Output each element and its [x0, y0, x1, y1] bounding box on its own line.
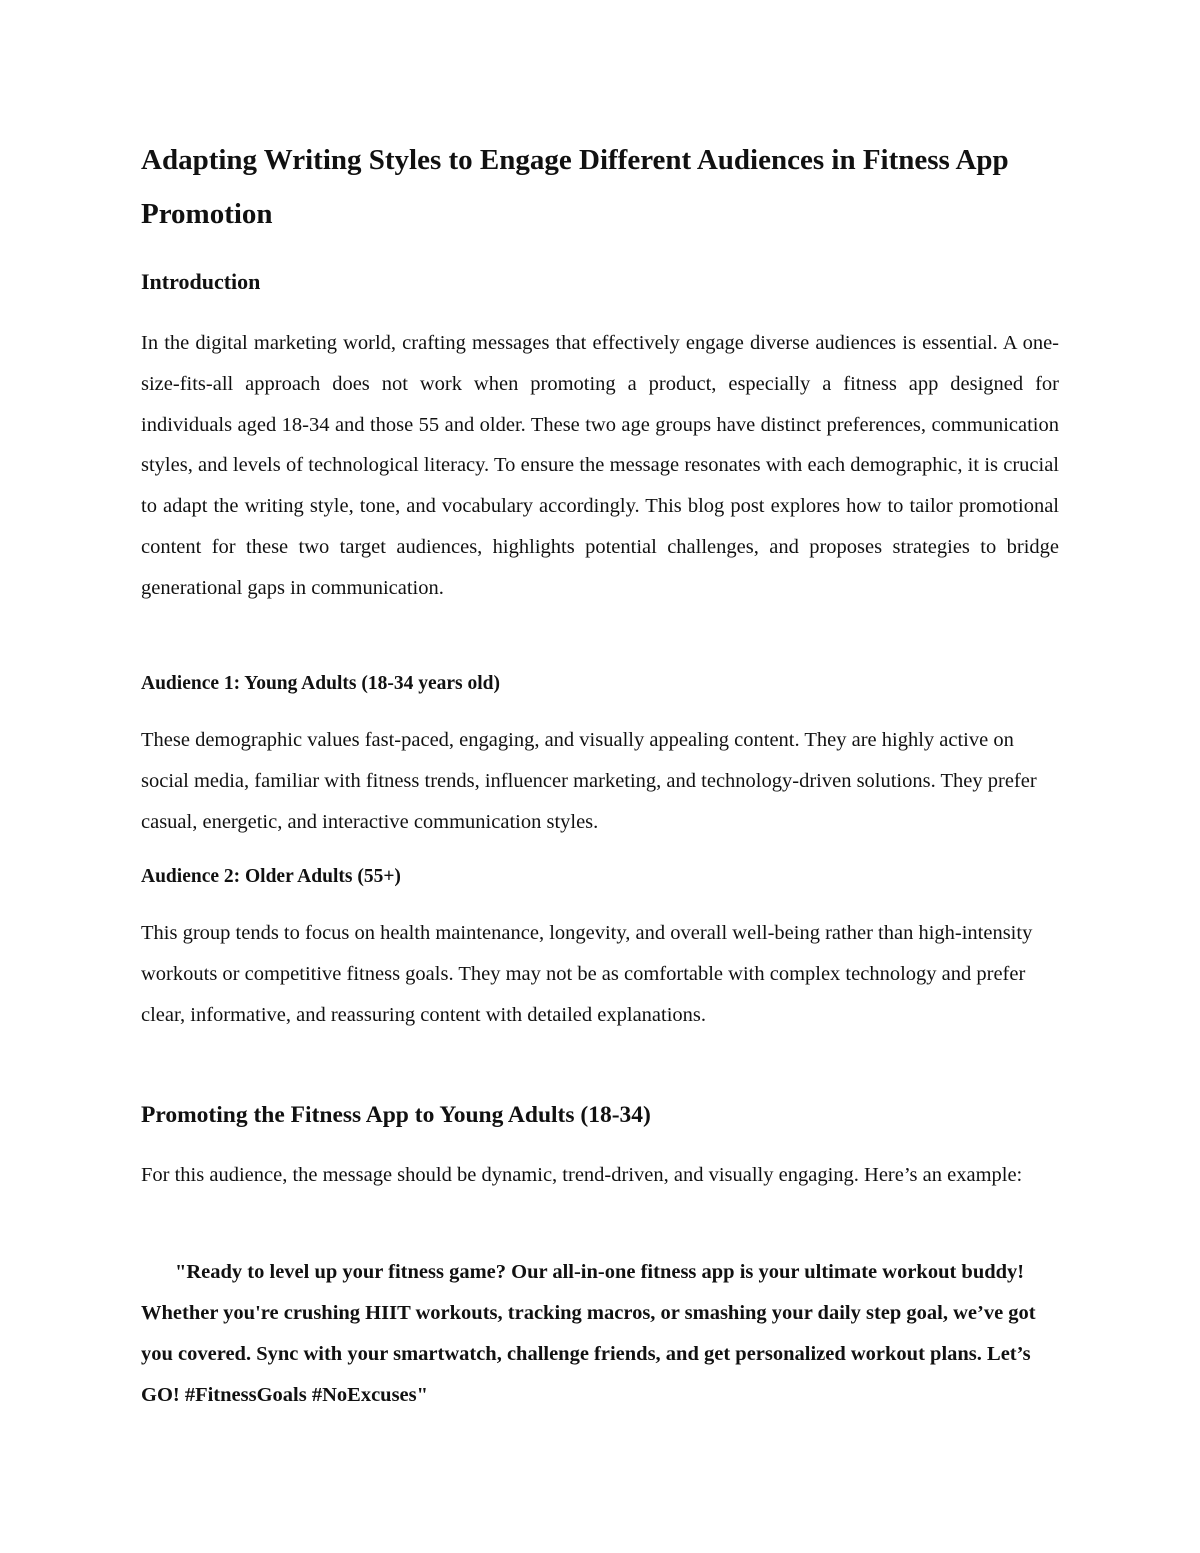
young-adults-section-heading: Promoting the Fitness App to Young Adults (18-34) [141, 1102, 651, 1128]
document-title: Adapting Writing Styles to Engage Different Audiences in Fitness App Promotion [141, 144, 1009, 230]
audience-1-heading: Audience 1: Young Adults (18-34 years old) [141, 673, 500, 694]
audience-2-heading: Audience 2: Older Adults (55+) [141, 866, 401, 887]
young-adults-section-paragraph: For this audience, the message should be dynamic, trend-driven, and visually engaging. Here’s an example: [141, 1164, 1023, 1186]
introduction-heading: Introduction [141, 269, 261, 294]
audience-1-paragraph: These demographic values fast-paced, engaging, and visually appealing content. They are highly active on social media, familiar with fitness trends, influencer marketing, and technology-driven solutions. They prefer casual, energetic, and interactive communication styles. [141, 729, 1037, 833]
example-quote: "Ready to level up your fitness game? Our all-in-one fitness app is your ultimate workout buddy! Whether you're crushing HIIT workouts, tracking macros, or smashing your daily step goal, we’ve got you covered. Sync with your smartwatch, challenge friends, and get personalized workout plans. Let’s GO! #FitnessGoals #NoExcuses" [141, 1261, 1036, 1406]
introduction-paragraph: In the digital marketing world, crafting messages that effectively engage diverse audiences is essential. A one-size-fits-all approach does not work when promoting a product, especially a fitness app designed for individuals aged 18-34 and those 55 and older. These two age groups have distinct preferences, communication styles, and levels of technological literacy. To ensure the message resonates with each demographic, it is crucial to adapt the writing style, tone, and vocabulary accordingly. This blog post explores how to tailor promotional content for these two target audiences, highlights potential challenges, and proposes strategies to bridge generational gaps in communication. [141, 332, 1059, 599]
audience-2-paragraph: This group tends to focus on health maintenance, longevity, and overall well-being rather than high-intensity workouts or competitive fitness goals. They may not be as comfortable with complex technology and prefer clear, informative, and reassuring content with detailed explanations. [141, 922, 1033, 1026]
